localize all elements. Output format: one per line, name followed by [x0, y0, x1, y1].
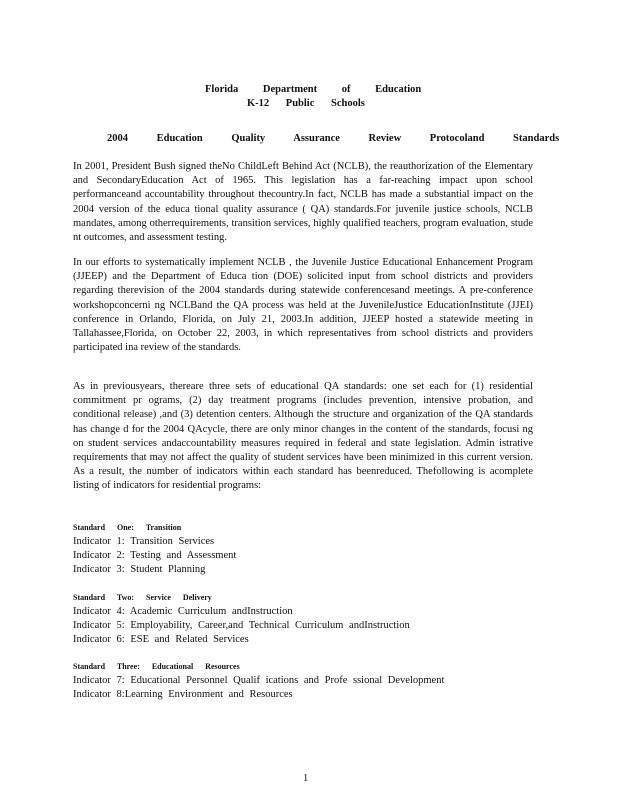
indicator-item: Indicator 3: Student Planning [73, 564, 206, 575]
indicator-item: Indicator 8:Learning Environment and Resources [73, 689, 293, 700]
indicator-item: Indicator 4: Academic Curriculum andInstruction [73, 606, 293, 617]
paragraph-implementation: In our efforts to systematically implement NCLB , the Juvenile Justice Educational Enhancement Program (JJEEP) and the Department of Educa tion (DOE) solicited input from school districts and providers regarding therevision of the 2004 standards during statewide conferencesand meetings. A pre-conference workshopconcerni ng NCLBand the QA process was held at the JuvenileJustice EducationInstitute (JJEI) conference in Orlando, Florida, on July 21, 2003.In addition, JJEEP hosted a statewide meeting in Tallahassee,Florida, on October 22, 2003, in which representatives from school districts and providers participated ina review of the standards. [73, 257, 533, 354]
standard-heading: Standard One: Transition [73, 523, 182, 532]
indicator-item: Indicator 1: Transition Services [73, 536, 215, 547]
indicator-item: Indicator 2: Testing and Assessment [73, 550, 237, 561]
paragraph-nclb-intro: In 2001, President Bush signed theNo ChildLeft Behind Act (NCLB), the reauthorization of the Elementary and SecondaryEducation Act of 1965. This legislation has a far-reaching impact upon school performanceand accountability throughout thecountry.In fact, NCLB has made a substantial impact on the 2004 version of the educa tional quality assurance ( QA) standards.For juvenile justice schools, NCLB mandates, among otherrequirements, transition services, highly qualified teachers, program evaluation, stude nt outcomes, and assessment testing. [73, 161, 533, 244]
paragraph-standards-overview: As in previousyears, thereare three sets of educational QA standards: one set each for (1) residential commitment pr ograms, (2) day treatment programs (includes prevention, intensive probation, and conditional release) ,and (3) detention centers. Although the structure and organization of the QA standards has change d for the 2004 QAcycle, there are only minor changes in the content of the standards, focusi ng on student services andaccountability measures required in federal and state legislation. Admin istrative requirements that may not affect the quality of student services have been minimized in this current version. As a result, the number of indicators within each standard has beenreduced. Thefollowing is acomplete listing of indicators for residential programs: [73, 381, 533, 492]
document-title: 2004 Education Quality Assurance Review Protocoland Standards [107, 133, 560, 144]
indicator-item: Indicator 6: ESE and Related Services [73, 634, 249, 645]
header-line-2: K-12 Public Schools [247, 98, 365, 109]
standard-heading: Standard Two: Service Delivery [73, 593, 212, 602]
indicator-item: Indicator 7: Educational Personnel Qualif ications and Profe ssional Development [73, 675, 445, 686]
standard-heading: Standard Three: Educational Resources [73, 662, 240, 671]
indicator-item: Indicator 5: Employability, Career,and Technical Curriculum andInstruction [73, 620, 410, 631]
page-number: 1 [303, 773, 309, 784]
header-line-1: Florida Department of Education [205, 84, 422, 95]
